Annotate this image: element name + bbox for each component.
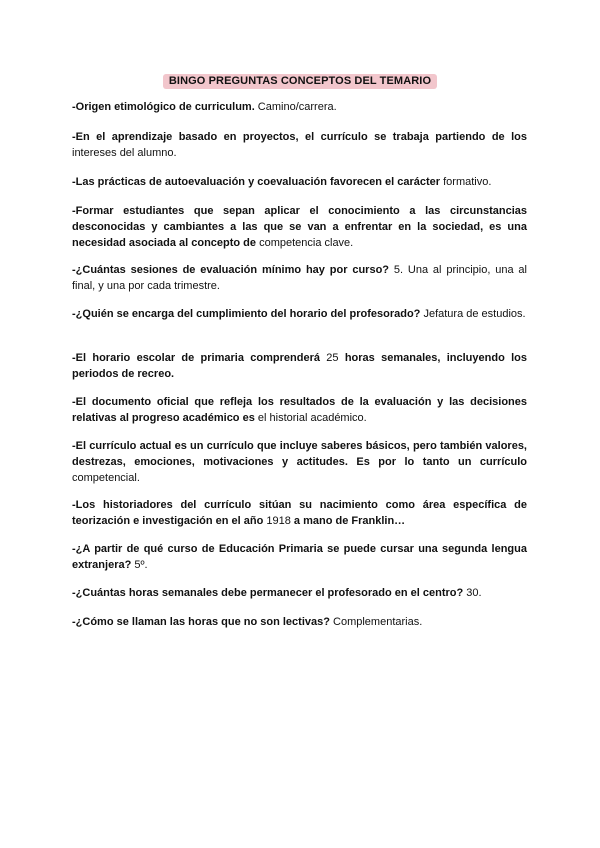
answer-text: el historial académico.	[254, 412, 367, 424]
answer-text: competencial.	[72, 472, 140, 484]
document-title: BINGO PREGUNTAS CONCEPTOS DEL TEMARIO	[163, 74, 437, 89]
question-text: -Las prácticas de autoevaluación y coevaluación favorecen el carácter	[72, 176, 441, 188]
answer-text: Camino/carrera.	[254, 101, 337, 113]
answer-text: 25	[319, 352, 339, 364]
question-item	[72, 306, 527, 322]
question-item	[72, 350, 527, 382]
question-text-continued: horas semanales, incluyendo los periodos de recreo.	[72, 352, 527, 380]
question-text: -El horario escolar de primaria comprenderá	[72, 352, 320, 364]
question-item	[72, 541, 527, 573]
question-item	[72, 394, 527, 426]
question-text: -¿Cuántas sesiones de evaluación mínimo hay por curso?	[72, 264, 390, 276]
question-text: -Origen etimológico de curriculum.	[72, 101, 255, 113]
question-text: -¿Cómo se llaman las horas que no son lectivas?	[72, 616, 330, 628]
answer-text: 5º.	[131, 559, 148, 571]
answer-text: 5. Una al principio, una al final, y una por cada trimestre.	[72, 264, 527, 292]
question-text: -En el aprendizaje basado en proyectos, el currículo se trabaja partiendo de los	[72, 131, 527, 143]
answer-text: formativo.	[440, 176, 492, 188]
question-item	[72, 262, 527, 294]
question-item	[72, 174, 527, 190]
question-item	[72, 497, 527, 529]
answer-text: intereses del alumno.	[72, 147, 177, 159]
answer-text: 30.	[463, 587, 482, 599]
question-text: -El currículo actual es un currículo que incluye saberes básicos, pero también valores, destrezas, emociones, motivaciones y actitudes. Es por lo tanto un currículo	[72, 440, 527, 468]
answer-text: competencia clave.	[256, 237, 354, 249]
question-item	[72, 99, 527, 115]
answer-text: Jefatura de estudios.	[420, 308, 526, 320]
answer-text: 1918	[263, 515, 291, 527]
question-item	[72, 129, 527, 161]
question-text: -Los historiadores del currículo sitúan su nacimiento como área específica de teorización e investigación en el año	[72, 499, 527, 527]
question-text-continued: a mano de Franklin…	[290, 515, 406, 527]
question-text: -¿Quién se encarga del cumplimiento del horario del profesorado?	[72, 308, 421, 320]
question-text: -El documento oficial que refleja los resultados de la evaluación y las decisiones relativas al progreso académico es	[72, 396, 527, 424]
question-text: -¿Cuántas horas semanales debe permanecer el profesorado en el centro?	[72, 587, 464, 599]
question-item	[72, 203, 527, 251]
question-text: -Formar estudiantes que sepan aplicar el conocimiento a las circunstancias desconocidas y cambiantes a las que se van a enfrentar en la sociedad, es una necesidad asociada al concepto de	[72, 205, 527, 249]
answer-text: Complementarias.	[329, 616, 423, 628]
question-item	[72, 585, 527, 601]
question-item	[72, 438, 527, 486]
question-item	[72, 614, 527, 630]
question-text: -¿A partir de qué curso de Educación Primaria se puede cursar una segunda lengua extranjera?	[72, 543, 527, 571]
